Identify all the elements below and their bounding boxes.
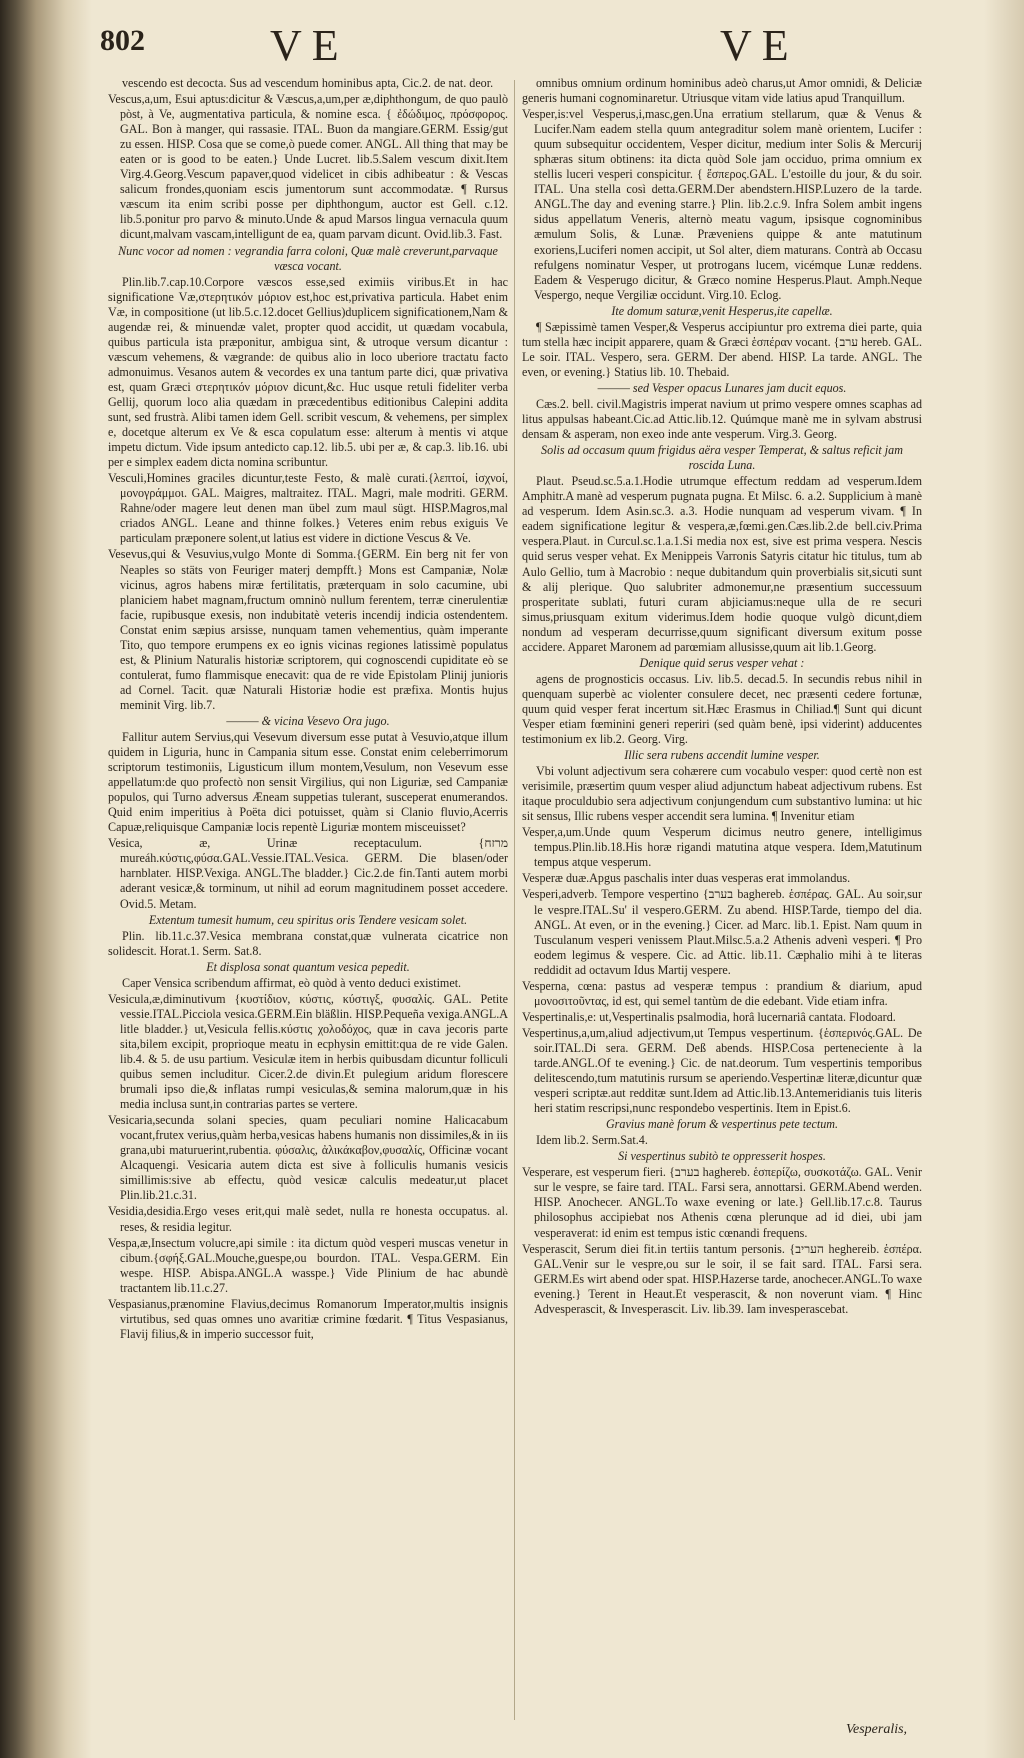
quotation-virg-georg-1: Denique quid serus vesper vehat :	[639, 655, 805, 670]
left-column	[108, 76, 508, 1736]
column-divider	[514, 80, 515, 1720]
quotation-virg-georg-2: Illic sera rubens accendit lumine vesper.	[624, 748, 820, 763]
entry-vesper-adjective: Vesper,a,um.Unde quum Vesperum dicimus neutro genere, intelligimus tempus.Plin.lib.18.His horæ rigandi matutina atque vespera. Idem,Matutinum tempus atque vesperum.	[522, 825, 922, 870]
entry-vesicaria: Vesicaria,secunda solani species, quam peculiari nomine Halicacabum vocant,frutex verius,quàm herba,vesicas habens humanis non dissimiles,& in iis grana,ubi maturuerint,rubentia. φύσαλις, ἀλικάκαβον,φυσαλίς, Officinæ vocant Alcaquengi. Vesicaria autem dicta est sive à folliculis humanis vesicis simillimis:sive ab effectu, quòd vesicæ calculis medeatur,ut placet Plin.lib.21.c.31.	[108, 1113, 508, 1203]
entry-vescus-continued: Plin.lib.7.cap.10.Corpore væscos esse,sed eximiis viribus.Et in hac significatione Væ,στερητικόν μόριον est,hoc est,privativa particula. Habet enim Væ, in compositione (ut lib.5.c.12.docet Gellius)duplicem significationem,Nam & augendæ rei, & minuendæ valet, propter quod accidit, ut quædam vocabula, quibus particula ista præponitur, ambigua sint, & utroque versum dicantur : væscum vehemens, & vægrande: de quibus alio in loco uberiore tractatu facto admonuimus. Vesanos autem & vecordes ex una tantum parte dici, quæ privativa est, quam Græci στερητικόν μόριον dicunt,&c. Huc usque retuli fideliter verba Gellij, quorum loco alia quædam in præcedentibus editionibus Calepini addita sunt, sed frustrà. Alibi tamen idem Gell. scribit vescum, & vehemens, per simplex e, docetque alterum ex Ve & esca copulatum esse: alterum à mentis vi atque impetu dictum. Vide ipsum antedicto cap.12. lib.5. ubi per æ, & cap.3. lib.16. ubi per e simplex eadem dicta nomina scribuntur.	[108, 274, 508, 470]
entry-vesper: Vesper,is:vel Vesperus,i,masc,gen.Una erratium stellarum, quæ & Venus & Lucifer.Nam eadem stella quum antegraditur solem manè orientem, Lucifer : quum subsequitur occidentem, Vesper dicitur, medium inter Solis & Mercurij sphæras situm obtinens: ita dicta quòd Sole jam occiduo, prima omnium ex stellis luceri vesperi conspicitur. { ἕσπερος.GAL. L'estoille du jour, & du soir. ITAL. Una stella così detta.GERM.Der abendstern.HISP.Luzero de la tarde. ANGL.The day and evening starre.} Plin. lib.2.c.9. Infra Solem ambit ingens sidus appellatum Veneris, alternò meatu vagum, ipsisque cognominibus æmulum Solis, & Lunæ. Præveniens quippe & ante matutinum exoriens,Luciferi nomen accipit, ut Sol alter, diem maturans. Contrà ab Occasu refulgens nominatur Vesper, ut protrogans lucem, vicémque Lunæ reddens. Eadem & Vesperugo dicitur, & Græco nomine Hesperus.Plaut. Amph.Neque Vespergo, neque Vergiliæ occidunt. Virg.10. Eclog.	[522, 107, 922, 302]
quotation-horat-sat: Si vespertinus subitò te oppresserit hospes.	[618, 1149, 826, 1164]
running-head-right: VE	[720, 21, 799, 70]
entry-vesperi: Vesperi,adverb. Tempore vespertino {בערב baghereb. ἑσπέρας. GAL. Au soir,sur le vespre.ITAL.Su' il vespero.GERM. Zu abend. HISP.Tarde, tiempo del dia. ANGL. At even, or in the evening.} Cicer. ad Marc. lib.1. Epist. Nam quum in Tusculanum vesperi venissem Plaut.Milsc.5.a.2 Athenis advenì vesperi. ¶ Pro eodem legimus & vespere. Cic. ad Attic. lib.11. Cæphalio mihi à te literas reddidit ad octavum Idus Martij vespere.	[522, 887, 922, 977]
entry-vesicula: Vesicula,æ,diminutivum {κυστίδιον, κύστις, κύστιγξ, φυσαλίς. GAL. Petite vessie.ITAL.Picciola vesica.GERM.Ein bläßlin. HISP.Pequeña vexiga.ANGL.A litle bladder.} ut,Vesicula fellis.κύστις χολοδόχος, quæ in cava jecoris parte sita,bilem excipit, proprioque meatu in ecphysin emittit:qua de re vide Galen. lib.4. & 5. de usu partium. Vesiculæ item in herbis quibusdam dicuntur folliculi quibus semen includitur. Cicer.2.de divin.Et pulegium aridum florescere brumali ipso die,& inflatas rumpi vesiculas,& semina malorum,quæ in his media inclusa sunt,in contrarias partes se vertere.	[108, 991, 508, 1112]
entry-vespertinalis: Vespertinalis,e: ut,Vespertinalis psalmodia, horâ lucernariâ cantata. Flodoard.	[522, 1009, 896, 1024]
quotation-horat-serm: Et displosa sonat quantum vesica pepedit.	[206, 959, 410, 974]
entry-vespertinus: Vespertinus,a,um,aliud adjectivum,ut Tempus vespertinum. {ἑσπερινός.GAL. De soir.ITAL.Di sera. GERM. Deß abends. HISP.Cosa perteneciente à la tarde.ANGL.Of te evening.} Cic. de nat.deorum. Tum vespertinis temporibus delitescendo,tum matutinis rursum se aperiendo.Vespertinæ literæ,dicuntur quæ vesperi scriptæ.aut redditæ sunt.Idem ad Attic.lib.13.Antemeridianis tuis literis heri statim rescripsi,nunc respondebo vespertinis. Item in Epist.6.	[522, 1025, 922, 1116]
entry-vesper-evening: ¶ Sæpissimè tamen Vesper,& Vesperus accipiuntur pro extrema diei parte, quia tum stella hæc incipit apparere, quam & Græci ἑσπέραν vocant. {ערב hereb. GAL. Le soir. ITAL. Vespero, sera. GERM. Der abend. HISP. La tarde. ANGL. The even, or evening.} Statius lib. 10. Thebaid.	[522, 319, 922, 379]
entry-vesperare: Vesperare, est vesperum fieri. {בערב haghereb. ἑσπερίζω, συσκοτάζω. GAL. Venir sur le vespre, se faire tard. ITAL. Farsi sera, annottarsi. GERM.Abend werden. HISP. Anochecer. ANGL.To waxe evening or late.} Gell.lib.17.c.8. Taurus philosophus accipiebat nos Athenis cœna plerunque ad id diei, ubi jam vesperaverat: id enim est tempus istic cœnandi frequens.	[522, 1165, 922, 1240]
entry-vesperae: Vesperæ duæ.Apgus paschalis inter duas vesperas erat immolandus.	[522, 871, 851, 886]
entry-vesper-plautus: Plaut. Pseud.sc.5.a.1.Hodie utrumque effectum reddam ad vesperum.Idem Amphitr.A manè ad vesperum pugnata pugna. Et Milsc. 6. a.2. Supplicium à manè ad vesperum. Idem Asin.sc.3. a.3. Hodie nunquam ad vesperum vivam. ¶ In eadem significatione legitur & vespera,æ,fœmi.gen.Cæs.lib.2.de bell.civ.Prima vespera.Plaut. in Curcul.sc.1.a.1.Si media nox est, sive est prima vespera. Nescis quid serus vesper vehat. Ex Menippeis Varronis Satyris citatur hic titulus, tum ab Aulo Gellio, tum à Macrobio : neque dubitandum quin proverbialis sit,sicuti sunt & alij plerique. Quo salubriter admonemur,ne præsentium successuum prosperitate sublati, futuri curam abjiciamus:neque ulla de re securi simus,priusquam exitum viderimus.Idem hodie quoque vulgò dicunt,diem nondum ad vesperam decurrisse,quum significant diversum exitum posse accidere. Apparet Maronem ad parœmiam allusisse,quum ait lib.1.Georg.	[522, 474, 922, 654]
entry-vespasianus: Vespasianus,prænomine Flavius,decimus Romanorum Imperator,multis insignis virtutibus, sed quas omnes uno avaritiæ crimine fœdarit. ¶ Titus Vespasianus, Flavij filius,& in imperio successor fuit,	[108, 1296, 508, 1341]
quotation-virg-georg-3: Solis ad occasum quum frigidus aëra vesper Temperat, & saltus reficit jam roscida Luna.	[541, 443, 903, 473]
running-head-left: VE	[270, 21, 349, 70]
entry-vesica-continued: Plin. lib.11.c.37.Vesica membrana constat,quæ vulnerata cicatrice non solidescit. Horat.1. Serm. Sat.8.	[108, 928, 508, 958]
entry-vespasianus-continued: omnibus omnium ordinum hominibus adeò charus,ut Amor omnidi, & Deliciæ generis humani cognominaretur. Utriusque vitam vide latius apud Tranquillum.	[522, 76, 922, 106]
entry-continuation: vescendo est decocta. Sus ad vescendum hominibus apta, Cic.2. de nat. deor.	[122, 76, 494, 90]
entry-vesevus: Vesevus,qui & Vesuvius,vulgo Monte di Somma.{GERM. Ein berg nit fer von Neaples so stäts von Feuriger materj dempfft.} Mons est Campaniæ, Nolæ vicinus, agros habens miræ fertilitatis, præterquam in solo cacumine, ubi planiciem habet magnam,fructum omninò nullum ferentem, terræ cinerulentiæ facie, rupibusque exesis, non indubitatè veteris incendij indicia ostendentem. Constat enim sæpius arsisse, nunquam tamen vehementius, quàm imperante Tito, quo tempore erumpens ex eo ignis vicinas regiones latissimè populatus est, & Plinium Naturalis historiæ scriptorem, qui cognoscendi cupiditate eò se contulerat, fumo flammisque enecavit: qua de re vide Epistolam Plinij junioris ad Cornel. Tacit. quæ Naturali Historiæ hodie est præfixa. Montis hujus meminit Virg. lib.7.	[108, 547, 508, 712]
page-number: 802	[100, 24, 145, 57]
entry-vespa: Vespa,æ,Insectum volucre,api simile : ita dictum quòd vesperi muscas venetur in cibum.{σφήξ.GAL.Mouche,guespe,ou bourdon. ITAL. Vespa.GERM. Ein wespe. HISP. Abispa.ANGL.A wasspe.} Vide Plinium de hac abundè tractantem lib.11.c.27.	[108, 1235, 508, 1295]
book-spine-shadow	[0, 0, 92, 1758]
citation-serm-sat: Idem lib.2. Serm.Sat.4.	[536, 1133, 648, 1148]
entry-vescus: Vescus,a,um, Esui aptus:dicitur & Væscus,a,um,per æ,diphthongum, de quo paulò pòst, à Ve, augmentativa particula, & nomine esca. { ἐδώδιμος, πρόσφορος. GAL. Bon à manger, qui rassasie. ITAL. Buon da mangiare.GERM. Essig/gut zu essen. HISP. Cosa que se come,ò puede comer. ANGL. All thing that may be eaten or is good to be eaten.} Unde Lucret. lib.5.Salem vescum dixit.Item Virg.4.Georg.Vescum papaver,quod videlicet in cibis adhibeatur : & Vescas salicum frondes,quoniam escis jumentorum sunt accommodatæ. ¶ Rursus væscum ita enim scribi posse per diphthongum, auctor est Gell. c.12. lib.5.ponitur pro parvo & minuto.Unde & apud Marsos lingua vernacula quum dicunt,malvam vascam,intelligunt de ea, quam parvam dicunt. Ovid.lib.3. Fast.	[108, 92, 508, 242]
entry-vesper-caesar: Cæs.2. bell. civil.Magistris imperat navium ut primo vespere omnes scaphas ad litus appulsas habeant.Cic.ad Attic.lib.12. Quúmque manè me in sylvam abstrusi densam & asperam, non exeo inde ante vesperum. Virg.3. Georg.	[522, 396, 922, 442]
quotation-virg-eclog: Ite domum saturæ,venit Hesperus,ite capellæ.	[611, 303, 833, 318]
entry-vesica: Vesica, æ, Urinæ receptaculum. {מרזח mureáh.κύστις,φύσα.GAL.Vessie.ITAL.Vesica. GERM. Die blasen/oder harnblater. HISP.Vexiga. ANGL.The bladder.} Cic.2.de fin.Tanti autem morbi aderant vesicæ,& torminum, ut nihil ad eorum magnitudinem posset accedere. Ovid.5. Metam.	[108, 836, 508, 911]
entry-vesper-livius: agens de prognosticis occasus. Liv. lib.5. decad.5. In secundis rebus nihil in quenquam superbè ac violenter consulere decet, nec præsenti cedere fortunæ, quum quid vesper ferat incertum sit.Hæc Erasmus in Chiliad.¶ Sunt qui dicunt Vesper etiam fœminini generi reperiri (sed quàm benè, ipsi viderint) adducentes testimonium ex lib.2. Georg. Virg.	[522, 671, 922, 747]
quotation-horat-epist: Gravius manè forum & vespertinus pete tectum.	[605, 1117, 839, 1132]
entry-vesidia: Vesidia,desidia.Ergo veses erit,qui malè sedet, nulla re honesta occupatus. al. reses, & residia legitur.	[108, 1204, 508, 1234]
entry-vesperascit: Vesperascit, Serum diei fit.in tertiis tantum personis. {העריב heghereib. ἑσπέρα. GAL.Venir sur le vespre,ou sur le soir, il se fait sard. ITAL. Farsi sera. GERM.Es wirt abend oder spat. HISP.Hazerse tarde, anochecer.ANGL.To waxe evening.} Terent in Heaut.Et vesperascit, & non noverunt viam. ¶ Hinc Advesperascit, & Invesperascit. Liv. lib.39. Iam invesperascebat.	[522, 1241, 922, 1316]
quotation-statius-thebaid: ——— sed Vesper opacus Lunares jam ducit equos.	[597, 380, 847, 395]
quotation-virg-vesevo: ——— & vicina Vesevo Ora jugo.	[226, 713, 390, 728]
entry-vesica-note: Caper Vensica scribendum affirmat, eò quòd à vento deduci existimet.	[122, 975, 462, 990]
entry-vesper-sera: Vbi volunt adjectivum sera cohærere cum vocabulo vesper: quod certè non est verisimile, præsertim quum vesper aliud adjunctum habeat adjectivum rubens. Est itaque proculdubio sera adjectivum conjungendum cum substantivo lumina: ut hic sit sensus, Illic rubens vesper accendit sera lumina. ¶ Invenitur etiam	[522, 764, 922, 824]
right-column	[522, 76, 922, 1736]
catchword: Vesperalis,	[846, 1722, 908, 1737]
page-header	[100, 20, 980, 72]
page-edge-shading	[984, 0, 1024, 1758]
quotation-ovid-fast: Nunc vocor ad nomen : vegrandia farra coloni, Quæ malè creverunt,parvaque væsca vocant.	[118, 243, 498, 273]
entry-vesperna: Vesperna, cœna: pastus ad vesperæ tempus : prandium & diarium, apud μονοσιτοῦντας, id est, qui semel tantùm de die edebant. Vide etiam infra.	[522, 978, 922, 1008]
entry-vesevus-continued: Fallitur autem Servius,qui Vesevum diversum esse putat à Vesuvio,atque illum quidem in Liguria, hunc in Campania situm esse. Constat enim celeberrimorum scriptorum testimoniis, Ligusticum illum montem,Vesulum, non Vesevum esse appellatum:de quo profectò non sensit Virgilius, qui non Liguriæ, sed Campaniæ populos, qui Turno adversus Æneam suppetias tulerant, susceperat enumerandos. Quid enim imperitius à Poëta dici potuisset, quàm si Clanio fluvio,Acerris Capuæ,reliquisque Campaniæ locis repentè Liguriæ montem misceuisset?	[108, 730, 508, 835]
quotation-ovid-metam: Extentum tumesit humum, ceu spiritus oris Tendere vesicam solet.	[148, 912, 468, 927]
entry-vesculi: Vesculi,Homines graciles dicuntur,teste Festo, & malè curati.{λεπτοί, ἰσχνοί, μονογράμμοι. GAL. Maigres, maltraitez. ITAL. Magri, male modriti. GERM. Rahne/oder magere leut denen man übel zum maul sügt. HISP.Magros,mal criados ANGL. Leane and thinne folkes.} Veteres enim rebus exiguis Ve particulam præponere solent,ut latius est videre in dictione Vescus & Ve.	[108, 471, 508, 546]
